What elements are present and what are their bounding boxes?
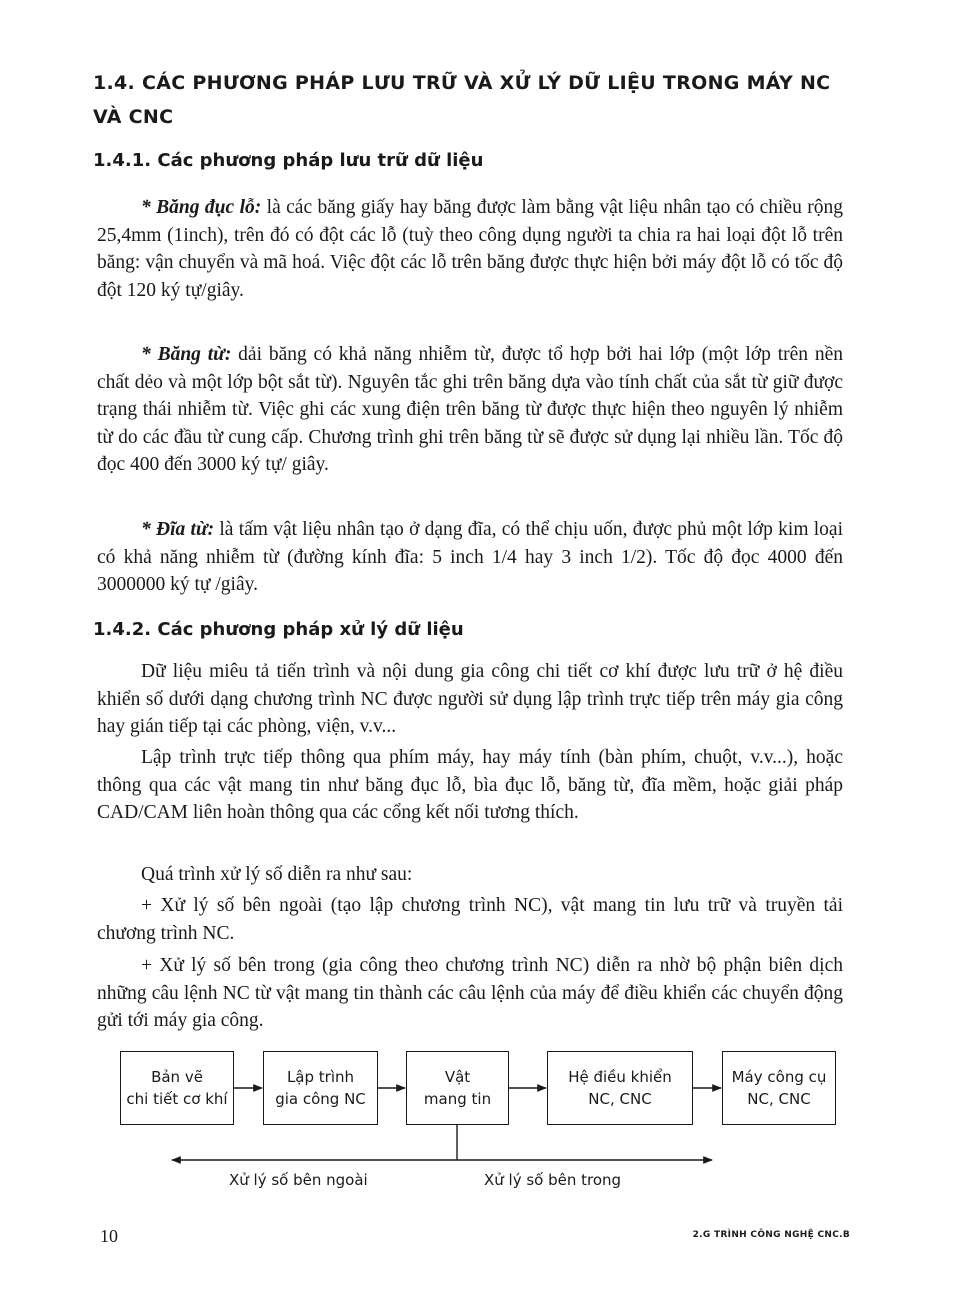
section-heading: 1.4. CÁC PHƯƠNG PHÁP LƯU TRỮ VÀ XỬ LÝ DỮ LIỆU TRONG MÁY NC VÀ CNC xyxy=(93,72,831,128)
box-2-line-2: gia công NC xyxy=(275,1090,366,1108)
box-3-line-2: mang tin xyxy=(423,1090,492,1108)
text-punched-tape: là các băng giấy hay băng được làm bằng vật liệu nhân tạo có chiều rộng 25,4mm (1inch), trên đó có đột các lỗ (tuỳ theo công dụng người ta chia ra hai loại đột lỗ trên băng: vận chuyển và mã hoá. Việc đột các lỗ trên băng được thực hiện bởi máy đột lỗ có tốc độ đột 120 ký tự/giây. xyxy=(97,197,843,301)
term-magnetic-tape: * Băng từ: xyxy=(141,344,232,365)
box-nc-programming xyxy=(263,1051,378,1125)
page-number: 10 xyxy=(100,1226,118,1246)
subsection-heading-processing: 1.4.2. Các phương pháp xử lý dữ liệu xyxy=(93,619,464,640)
term-punched-tape: * Băng đục lỗ: xyxy=(141,197,262,218)
box-2-line-1: Lập trình xyxy=(286,1068,355,1086)
box-4-line-1: Hệ điều khiển xyxy=(568,1068,672,1086)
text-magnetic-disk: là tấm vật liệu nhân tạo ở dạng đĩa, có thể chịu uốn, được phủ một lớp kim loại có khả năng nhiễm từ (đường kính đĩa: 5 inch 1/4 hay 3 inch 1/2). Tốc độ đọc 4000 đến 3000000 ký tự /giây. xyxy=(97,519,843,595)
box-3-line-1: Vật xyxy=(444,1068,471,1086)
box-1-line-2: chi tiết cơ khí xyxy=(126,1090,228,1108)
box-5-line-1: Máy công cụ xyxy=(731,1068,827,1086)
term-magnetic-disk: * Đĩa từ: xyxy=(141,519,215,540)
box-control-system xyxy=(547,1051,693,1125)
box-machine-tool xyxy=(722,1051,836,1125)
paragraph-direct-programming: Lập trình trực tiếp thông qua phím máy, hay máy tính (bàn phím, chuột, v.v...), hoặc thông qua các vật mang tin như băng đục lỗ, bìa đục lỗ, băng từ, đĩa mềm, hoặc giải pháp CAD/CAM liên hoàn thông qua các cổng kết nối tương thích. xyxy=(97,747,843,823)
box-4-line-2: NC, CNC xyxy=(588,1090,652,1108)
box-5-line-2: NC, CNC xyxy=(747,1090,811,1108)
paragraph-processing-intro: Dữ liệu miêu tả tiến trình và nội dung gia công chi tiết cơ khí được lưu trữ ở hệ điều khiển số dưới dạng chương trình NC được người sử dụng lập trình trực tiếp trên máy gia công hay gián tiếp tại các phòng, viện, v.v... xyxy=(97,661,843,737)
box-data-carrier xyxy=(406,1051,509,1125)
box-mechanical-drawing xyxy=(120,1051,234,1125)
text-magnetic-tape: dải băng có khả năng nhiễm từ, được tổ hợp bởi hai lớp (một lớp trên nền chất dẻo và một lớp bột sắt từ). Nguyên tắc ghi trên băng dựa vào tính chất của sắt từ giữ được trạng thái nhiễm từ. Việc ghi các xung điện trên băng từ được thực hiện theo nguyên lý nhiễm từ do các đầu từ cung cấp. Chương trình ghi trên băng từ sẽ được sử dụng lại nhiều lần. Tốc độ đọc 400 đến 3000 ký tự/ giây. xyxy=(97,344,844,475)
subsection-heading-storage: 1.4.1. Các phương pháp lưu trữ dữ liệu xyxy=(93,150,484,171)
label-external-processing: Xử lý số bên ngoài xyxy=(229,1171,368,1189)
paragraph-process-steps: Quá trình xử lý số diễn ra như sau: xyxy=(141,864,413,885)
label-internal-processing: Xử lý số bên trong xyxy=(484,1171,622,1189)
paragraph-internal-processing: + Xử lý số bên trong (gia công theo chương trình NC) diễn ra nhờ bộ phận biên dịch những câu lệnh NC từ vật mang tin thành các câu lệnh của máy để điều khiển các chuyển động gửi tới máy gia công. xyxy=(97,955,843,1031)
paragraph-external-processing: + Xử lý số bên ngoài (tạo lập chương trình NC), vật mang tin lưu trữ và truyền tải chương trình NC. xyxy=(97,895,843,944)
printer-mark: 2.G TRÌNH CÔNG NGHỆ CNC.B xyxy=(692,1230,850,1240)
box-1-line-1: Bản vẽ xyxy=(151,1068,203,1086)
